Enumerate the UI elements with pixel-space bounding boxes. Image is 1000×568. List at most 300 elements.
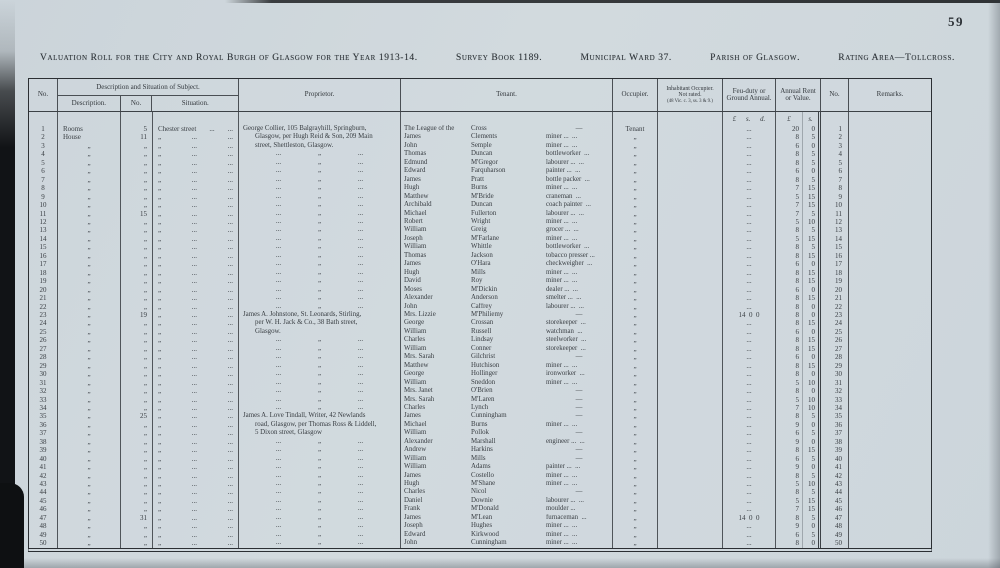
cell-rent-pounds: 8 [795, 150, 799, 159]
leader-dots: ... [275, 395, 282, 403]
cell-row-number: 19 [29, 277, 58, 285]
cell-situation [153, 210, 239, 218]
cell-row-number: 5 [29, 159, 58, 167]
cell-street-number: „ [121, 150, 153, 158]
cell-tenant-forename: Mrs. Sarah [404, 353, 435, 361]
cell-street-number: „ [121, 218, 153, 226]
cell-row-number-right: 1 [821, 125, 849, 133]
cell-row-number: 27 [29, 345, 58, 353]
cell-proprietor: 5 Dixon street, Glasgow [239, 429, 401, 437]
cell-tenant-forename: Matthew [404, 192, 429, 200]
leader-dots: ... [275, 167, 282, 175]
cell-remarks [849, 193, 931, 201]
ditto-mark: „ [317, 226, 322, 234]
cell-tenant-surname: Fullerton [471, 209, 497, 217]
cell-tenant-surname: Pollok [471, 429, 489, 437]
cell-description: „ [58, 193, 121, 201]
valuation-roll-table [28, 78, 932, 552]
cell-remarks [849, 125, 931, 133]
leader-dots: ... [191, 429, 198, 438]
situation-text: „ [158, 226, 162, 235]
cell-street-number: 31 [121, 514, 153, 522]
cell-rent-pounds: 7 [795, 209, 799, 218]
cell-inhabitant-occupier [658, 243, 723, 251]
cell-remarks [849, 345, 931, 353]
cell-street-number: „ [121, 531, 153, 539]
cell-inhabitant-occupier [658, 235, 723, 243]
cell-street-number: „ [121, 463, 153, 471]
cell-proprietor: George Collier, 105 Balgrayhill, Springburn, [239, 125, 401, 133]
header-occupier: Occupier. [613, 79, 658, 111]
cell-occupier: „ [613, 210, 658, 218]
cell-situation [153, 488, 239, 496]
cell-feu-duty: ... [723, 210, 776, 218]
leader-dots: ... [227, 412, 233, 421]
cell-rent-pounds: 6 [795, 141, 799, 150]
cell-proprietor [239, 370, 401, 378]
cell-row-number-right: 3 [821, 142, 849, 150]
cell-tenant-occupation: labourer ... ... [546, 159, 613, 167]
money-spacer [849, 112, 931, 125]
header-no: No. [29, 79, 58, 111]
leader-dots: ... [227, 480, 233, 489]
leader-dots: ... [357, 184, 364, 192]
cell-situation [153, 260, 239, 268]
cell-tenant-surname: Harkins [471, 446, 493, 454]
cell-tenant-occupation: — [546, 412, 613, 420]
cell-situation [153, 311, 239, 319]
cell-rent-pounds: 8 [795, 387, 799, 396]
cell-feu-duty: ... [723, 328, 776, 336]
cell-remarks [849, 353, 931, 361]
ditto-mark: „ [317, 167, 322, 175]
leader-dots: ... [191, 420, 198, 429]
leader-dots: ... [227, 310, 233, 319]
cell-inhabitant-occupier [658, 396, 723, 404]
cell-row-number-right: 37 [821, 429, 849, 437]
cell-row-number: 36 [29, 421, 58, 429]
cell-inhabitant-occupier [658, 142, 723, 150]
cell-remarks [849, 226, 931, 234]
leader-dots: ... [191, 496, 198, 505]
cell-tenant-occupation: — [546, 125, 613, 133]
cell-tenant-forename: Thomas [404, 150, 427, 158]
cell-proprietor: James A. Johnstone, St. Leonards, Stirling, [239, 311, 401, 319]
ditto-mark: „ [317, 353, 322, 361]
cell-description: „ [58, 463, 121, 471]
cell-row-number: 25 [29, 328, 58, 336]
cell-rent-pounds: 6 [795, 454, 799, 463]
cell-feu-duty: ... [723, 488, 776, 496]
cell-feu-duty: ... [723, 201, 776, 209]
cell-situation [153, 412, 239, 420]
cell-tenant-occupation: miner ... ... [546, 531, 613, 539]
cell-feu-duty: ... [723, 150, 776, 158]
cell-rent-pounds: 8 [795, 513, 799, 522]
cell-rent-pounds: 5 [795, 217, 799, 226]
cell-rent-shillings: 0 [802, 303, 821, 311]
cell-row-number: 22 [29, 303, 58, 311]
cell-inhabitant-occupier [658, 429, 723, 437]
situation-text: „ [158, 361, 162, 370]
cell-street-number: „ [121, 269, 153, 277]
cell-row-number-right: 11 [821, 210, 849, 218]
leader-dots: ... [227, 463, 233, 472]
leader-dots: ... [227, 454, 233, 463]
leader-dots: ... [357, 437, 364, 445]
ditto-mark: „ [317, 454, 322, 462]
cell-occupier: „ [613, 193, 658, 201]
leader-dots: ... [227, 141, 233, 150]
cell-rent-pounds: 5 [795, 234, 799, 243]
cell-street-number: „ [121, 235, 153, 243]
cell-feu-duty: ... [723, 269, 776, 277]
leader-dots: ... [191, 454, 198, 463]
cell-remarks [849, 150, 931, 158]
cell-remarks [849, 142, 931, 150]
cell-rent-pounds: 20 [792, 125, 799, 133]
cell-description: „ [58, 336, 121, 344]
cell-inhabitant-occupier [658, 184, 723, 192]
cell-occupier: „ [613, 269, 658, 277]
leader-dots: ... [227, 268, 233, 277]
situation-text: „ [158, 327, 162, 336]
cell-description: „ [58, 455, 121, 463]
leader-dots: ... [227, 378, 233, 387]
cell-remarks [849, 243, 931, 251]
leader-dots: ... [227, 437, 233, 446]
leader-dots: ... [227, 217, 233, 226]
cell-description: House [58, 133, 121, 141]
money-spacer [58, 112, 121, 125]
cell-tenant-forename: James [404, 412, 421, 420]
cell-occupier: „ [613, 159, 658, 167]
leader-dots: ... [227, 387, 233, 396]
cell-proprietor [239, 226, 401, 234]
cell-rent-pounds: 8 [795, 539, 799, 548]
cell-description: „ [58, 226, 121, 234]
cell-street-number: „ [121, 370, 153, 378]
situation-text: „ [158, 158, 162, 167]
cell-street-number: „ [121, 488, 153, 496]
cell-occupier: „ [613, 133, 658, 141]
cell-row-number: 1 [29, 125, 58, 133]
cell-inhabitant-occupier [658, 370, 723, 378]
cell-remarks [849, 328, 931, 336]
cell-occupier: „ [613, 311, 658, 319]
cell-tenant-surname: M'Dickin [471, 285, 498, 293]
cell-description: „ [58, 446, 121, 454]
cell-rent-shillings: 5 [802, 488, 821, 496]
ditto-mark: „ [317, 370, 322, 378]
cell-tenant-forename: William [404, 243, 427, 251]
cell-street-number: 19 [121, 311, 153, 319]
cell-description: „ [58, 210, 121, 218]
cell-occupier: „ [613, 370, 658, 378]
cell-proprietor [239, 480, 401, 488]
cell-row-number-right: 43 [821, 480, 849, 488]
document-title [40, 53, 955, 63]
cell-rent-pounds: 8 [795, 310, 799, 319]
cell-row-number: 3 [29, 142, 58, 150]
cell-rent-pounds: 5 [795, 192, 799, 201]
cell-situation [153, 505, 239, 513]
cell-occupier: „ [613, 260, 658, 268]
cell-tenant-surname: Conner [471, 344, 492, 352]
cell-proprietor [239, 387, 401, 395]
leader-dots: ... [357, 361, 364, 369]
cell-proprietor [239, 235, 401, 243]
cell-tenant-surname: M'Philiemy [471, 310, 504, 318]
situation-text: „ [158, 454, 162, 463]
money-pound-header: £ [787, 115, 791, 123]
leader-dots: ... [227, 133, 233, 142]
cell-row-number: 32 [29, 387, 58, 395]
cell-rent-shillings: 15 [802, 193, 821, 201]
cell-rent-shillings: 15 [802, 446, 821, 454]
cell-remarks [849, 421, 931, 429]
leader-dots: ... [275, 353, 282, 361]
cell-street-number: „ [121, 522, 153, 530]
cell-tenant-surname: Pratt [471, 175, 485, 183]
cell-tenant-surname: O'Brien [471, 387, 493, 395]
ditto-mark: „ [317, 294, 322, 302]
cell-proprietor [239, 303, 401, 311]
leader-dots: ... [227, 209, 233, 218]
cell-rent-shillings: 5 [802, 159, 821, 167]
cell-row-number-right: 14 [821, 235, 849, 243]
cell-remarks [849, 379, 931, 387]
cell-tenant-forename: James [404, 513, 421, 521]
cell-row-number: 40 [29, 455, 58, 463]
leader-dots: ... [357, 167, 364, 175]
cell-inhabitant-occupier [658, 455, 723, 463]
cell-rent-shillings: 15 [802, 497, 821, 505]
leader-dots: ... [357, 522, 364, 530]
cell-row-number: 16 [29, 252, 58, 260]
cell-row-number: 31 [29, 379, 58, 387]
cell-description: „ [58, 379, 121, 387]
header-description: Description. [58, 96, 121, 112]
cell-situation [153, 336, 239, 344]
leader-dots: ... [357, 217, 364, 225]
cell-occupier: „ [613, 396, 658, 404]
cell-row-number-right: 47 [821, 514, 849, 522]
cell-rent-pounds: 8 [795, 319, 799, 328]
cell-row-number-right: 45 [821, 497, 849, 505]
cell-proprietor [239, 176, 401, 184]
cell-proprietor [239, 294, 401, 302]
leader-dots: ... [357, 496, 364, 504]
cell-row-number: 9 [29, 193, 58, 201]
cell-tenant-forename: John [404, 141, 418, 149]
cell-row-number-right: 32 [821, 387, 849, 395]
cell-row-number: 45 [29, 497, 58, 505]
cell-tenant-surname: M'Lean [471, 513, 493, 521]
cell-tenant-occupation: miner ... ... [546, 277, 613, 285]
cell-remarks [849, 429, 931, 437]
page-number: 59 [948, 14, 964, 29]
cell-row-number-right: 35 [821, 412, 849, 420]
cell-remarks [849, 480, 931, 488]
cell-remarks [849, 438, 931, 446]
leader-dots: ... [191, 277, 198, 286]
leader-dots: ... [191, 175, 198, 184]
cell-street-number: „ [121, 387, 153, 395]
cell-tenant-occupation: moulder ... [546, 505, 613, 513]
leader-dots: ... [191, 370, 198, 379]
cell-row-number: 37 [29, 429, 58, 437]
cell-rent-shillings: 5 [802, 226, 821, 234]
cell-tenant-occupation: grocer ... ... [546, 226, 613, 234]
leader-dots: ... [357, 260, 364, 268]
cell-row-number-right: 49 [821, 531, 849, 539]
cell-proprietor [239, 472, 401, 480]
cell-row-number-right: 38 [821, 438, 849, 446]
cell-rent-shillings: 0 [802, 286, 821, 294]
leader-dots: ... [227, 522, 233, 531]
cell-inhabitant-occupier [658, 150, 723, 158]
cell-tenant-occupation: miner ... ... [546, 142, 613, 150]
cell-tenant-occupation: miner ... ... [546, 480, 613, 488]
cell-proprietor [239, 252, 401, 260]
cell-tenant-occupation: miner ... ... [546, 218, 613, 226]
cell-description: „ [58, 142, 121, 150]
cell-tenant-forename: Hugh [404, 480, 420, 488]
cell-occupier: „ [613, 235, 658, 243]
cell-proprietor [239, 159, 401, 167]
cell-tenant-forename: John [404, 539, 418, 547]
cell-row-number: 35 [29, 412, 58, 420]
situation-text: „ [158, 268, 162, 277]
money-feu-header [723, 112, 776, 125]
leader-dots: ... [227, 277, 233, 286]
cell-street-number: „ [121, 167, 153, 175]
cell-tenant-forename: William [404, 429, 427, 437]
ditto-mark: „ [317, 471, 322, 479]
cell-occupier: „ [613, 319, 658, 327]
cell-proprietor [239, 522, 401, 530]
cell-street-number: 25 [121, 412, 153, 420]
leader-dots: ... [357, 403, 364, 411]
cell-feu-duty: ... [723, 370, 776, 378]
situation-text: „ [158, 294, 162, 303]
cell-street-number: „ [121, 497, 153, 505]
leader-dots: ... [227, 302, 233, 311]
leader-dots: ... [191, 251, 198, 260]
cell-situation [153, 235, 239, 243]
cell-tenant-forename: Mrs. Lizzie [404, 310, 436, 318]
cell-street-number: „ [121, 176, 153, 184]
cell-occupier: „ [613, 243, 658, 251]
cell-tenant-occupation: — [546, 446, 613, 454]
cell-row-number: 42 [29, 472, 58, 480]
cell-situation [153, 277, 239, 285]
leader-dots: ... [357, 505, 364, 513]
cell-feu-duty: ... [723, 446, 776, 454]
cell-remarks [849, 252, 931, 260]
cell-description: „ [58, 472, 121, 480]
cell-street-number: „ [121, 328, 153, 336]
scan-edge-left-bottom [0, 483, 24, 568]
cell-tenant-occupation: steelworker ... [546, 336, 613, 344]
cell-occupier: „ [613, 387, 658, 395]
cell-description: „ [58, 505, 121, 513]
cell-rent-pounds: 9 [795, 420, 799, 429]
cell-row-number-right: 8 [821, 184, 849, 192]
cell-remarks [849, 260, 931, 268]
leader-dots: ... [357, 378, 364, 386]
cell-remarks [849, 218, 931, 226]
leader-dots: ... [191, 463, 198, 472]
cell-feu-duty: 14 0 0 [723, 514, 776, 522]
cell-occupier: „ [613, 201, 658, 209]
ditto-mark: „ [317, 302, 322, 310]
cell-street-number: „ [121, 539, 153, 547]
cell-occupier: Tenant [613, 125, 658, 133]
cell-feu-duty: ... [723, 286, 776, 294]
cell-description: „ [58, 303, 121, 311]
cell-tenant-forename: James [404, 175, 421, 183]
leader-dots: ... [227, 539, 233, 548]
cell-street-number: „ [121, 201, 153, 209]
cell-row-number: 18 [29, 269, 58, 277]
leader-dots: ... [275, 260, 282, 268]
cell-tenant-forename: James [404, 471, 421, 479]
cell-remarks [849, 412, 931, 420]
cell-description: „ [58, 201, 121, 209]
cell-tenant-occupation: — [546, 396, 613, 404]
cell-tenant-occupation: — [546, 311, 613, 319]
cell-occupier: „ [613, 472, 658, 480]
cell-tenant-surname: Gilchrist [471, 353, 496, 361]
cell-inhabitant-occupier [658, 226, 723, 234]
cell-street-number: „ [121, 226, 153, 234]
cell-row-number: 23 [29, 311, 58, 319]
cell-inhabitant-occupier [658, 362, 723, 370]
situation-text: „ [158, 251, 162, 260]
cell-description: „ [58, 531, 121, 539]
cell-tenant-occupation: miner ... ... [546, 133, 613, 141]
leader-dots: ... [357, 201, 364, 209]
title-municipal-ward: Municipal Ward 37. [580, 53, 672, 63]
cell-situation [153, 294, 239, 302]
cell-proprietor: per W. H. Jack & Co., 38 Bath street, [239, 319, 401, 327]
leader-dots: ... [357, 251, 364, 259]
cell-occupier: „ [613, 438, 658, 446]
cell-row-number: 4 [29, 150, 58, 158]
cell-description: „ [58, 480, 121, 488]
cell-inhabitant-occupier [658, 387, 723, 395]
cell-description: „ [58, 150, 121, 158]
cell-tenant-surname: Cunningham [471, 412, 507, 420]
cell-inhabitant-occupier [658, 505, 723, 513]
cell-remarks [849, 294, 931, 302]
ditto-mark: „ [317, 395, 322, 403]
situation-text: „ [158, 513, 162, 522]
cell-rent-pounds: 7 [795, 505, 799, 514]
cell-rent-pounds: 9 [795, 522, 799, 531]
ditto-mark: „ [317, 446, 322, 454]
cell-rent-shillings: 15 [802, 235, 821, 243]
situation-text: „ [158, 387, 162, 396]
cell-rent-pounds: 6 [795, 167, 799, 176]
cell-situation [153, 243, 239, 251]
cell-remarks [849, 336, 931, 344]
leader-dots: ... [191, 234, 198, 243]
situation-text: „ [158, 277, 162, 286]
cell-rent-pounds: 8 [795, 251, 799, 260]
